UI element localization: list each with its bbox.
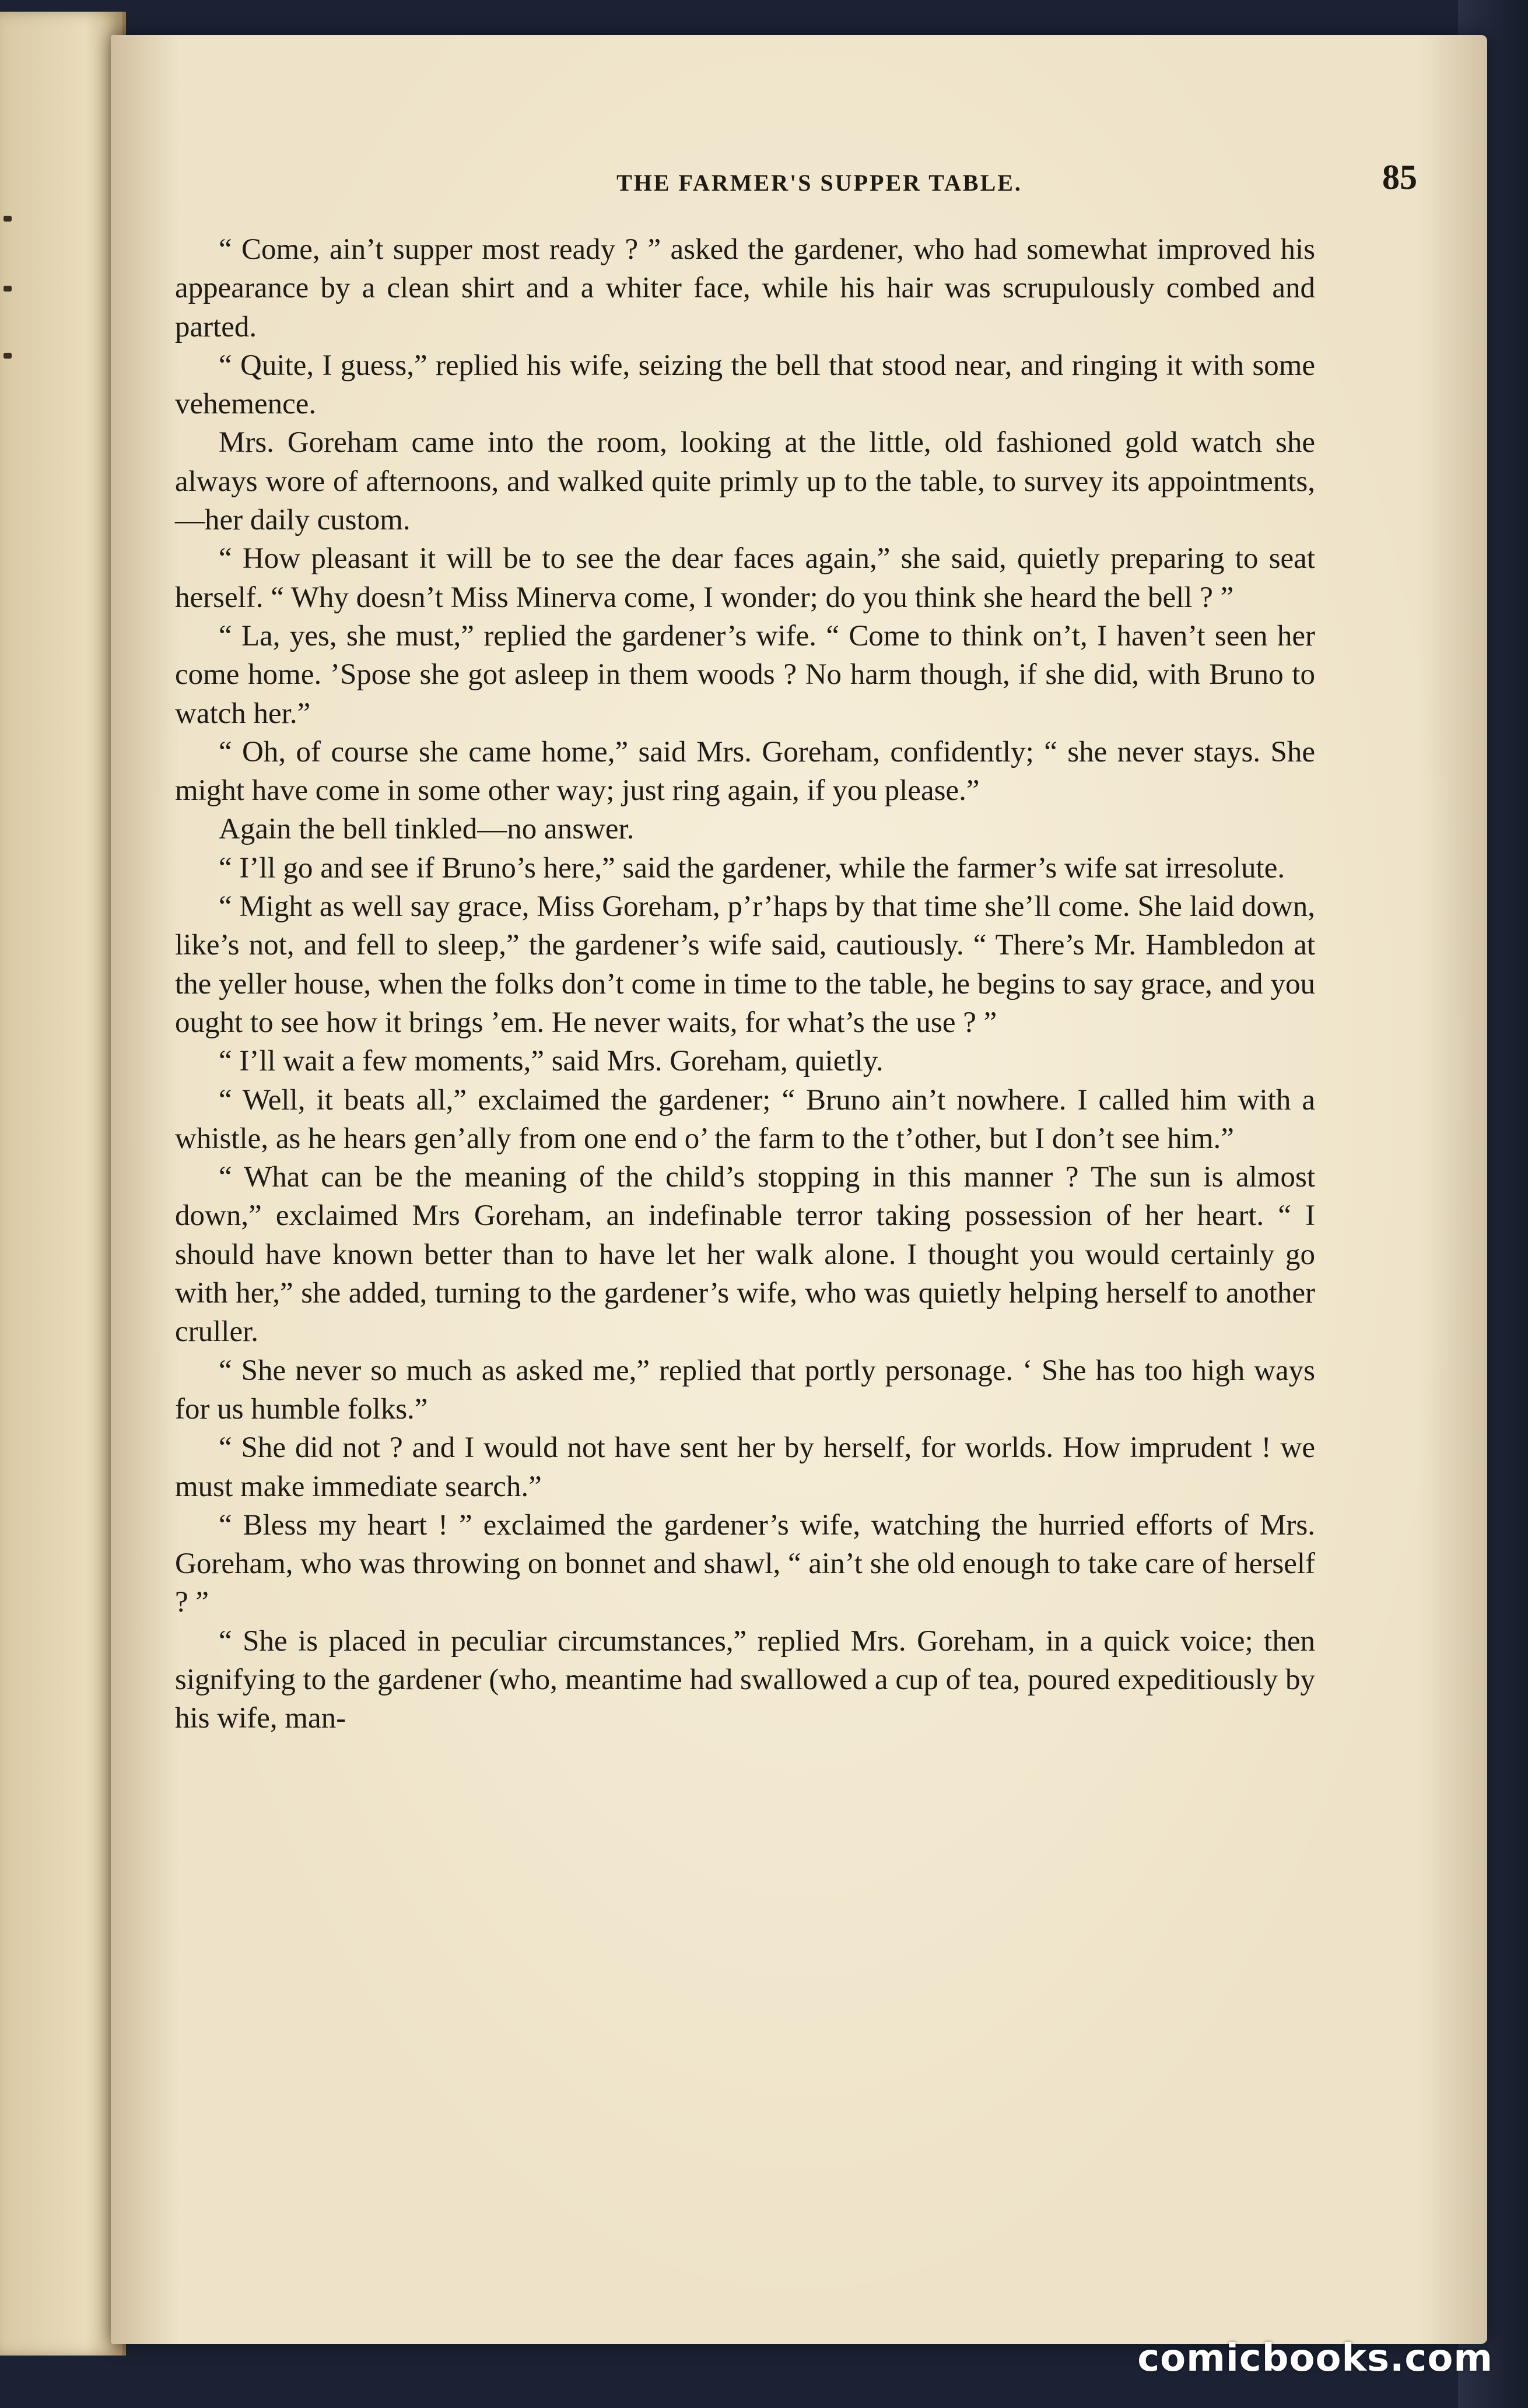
paragraph: Mrs. Goreham came into the room, looking at the little, old fashioned gold watch she always wore of afternoons, and walked quite primly up to the table, to survey its appointments,—her daily custom.: [175, 426, 1315, 537]
body-text: [175, 230, 1315, 1738]
paragraph: “ I’ll go and see if Bruno’s here,” said the gardener, while the farmer’s wife sat irresolute.: [219, 851, 1285, 884]
facing-page-mark: [3, 216, 12, 222]
paragraph: “ What can be the meaning of the child’s stopping in this manner ? The sun is almost down,” exclaimed Mrs Goreham, an indefinable terror taking possession of her heart. “ I should have known better than to have let her walk alone. I thought you would certainly go with her,” she added, turning to the gardener’s wife, who was quietly helping herself to another cruller.: [175, 1161, 1315, 1349]
watermark: comicbooks.com: [1137, 2337, 1493, 2380]
paragraph: “ Might as well say grace, Miss Goreham, p’r’haps by that time she’ll come. She laid down, like’s not, and fell to sleep,” the gardener’s wife said, cautiously. “ There’s Mr. Hambledon at the yeller house, when the folks don’t come in time to the table, he begins to say grace, and you ought to see how it brings ’em. He never waits, for what’s the use ? ”: [175, 890, 1315, 1039]
paragraph: “ Bless my heart ! ” exclaimed the gardener’s wife, watching the hurried efforts of Mrs. Goreham, who was throwing on bonnet and shawl, “ ain’t she old enough to take care of herself ? ”: [175, 1508, 1315, 1619]
page-number: 85: [1382, 158, 1417, 196]
paragraph: “ She never so much as asked me,” replied that portly personage. ‘ She has too high ways for us humble folks.”: [175, 1354, 1315, 1426]
paragraph: “ Oh, of course she came home,” said Mrs. Goreham, confidently; “ she never stays. She might have come in some other way; just ring again, if you please.”: [175, 735, 1315, 808]
facing-page-mark: [3, 286, 12, 292]
paragraph: “ How pleasant it will be to see the dear faces again,” she said, quietly preparing to seat herself. “ Why doesn’t Miss Minerva come, I wonder; do you think she heard the bell ? ”: [175, 542, 1315, 614]
paragraph: “ La, yes, she must,” replied the gardener’s wife. “ Come to think on’t, I haven’t seen her come home. ’Spose she got asleep in them woods ? No harm though, if she did, with Bruno to watch her.”: [175, 619, 1315, 730]
facing-page-edge: [0, 12, 126, 2356]
running-head: THE FARMER'S SUPPER TABLE.: [616, 170, 1022, 196]
paragraph: “ Quite, I guess,” replied his wife, seizing the bell that stood near, and ringing it with some vehemence.: [175, 349, 1315, 421]
paragraph: “ I’ll wait a few moments,” said Mrs. Goreham, quietly.: [219, 1045, 884, 1078]
paragraph: Again the bell tinkled—no answer.: [219, 813, 635, 846]
paragraph: “ Come, ain’t supper most ready ? ” asked the gardener, who had somewhat improved his appearance by a clean shirt and a whiter face, while his hair was scrupulously combed and parted.: [175, 233, 1315, 343]
paragraph: “ Well, it beats all,” exclaimed the gardener; “ Bruno ain’t nowhere. I called him with a whistle, as he hears gen’ally from one end o’ the farm to the t’other, but I don’t see him.”: [175, 1083, 1315, 1155]
paragraph: “ She is placed in peculiar circumstances,” replied Mrs. Goreham, in a quick voice; then signifying to the gardener (who, meantime had swallowed a cup of tea, poured expeditiously by his wife, man-: [175, 1624, 1315, 1735]
paragraph: “ She did not ? and I would not have sent her by herself, for worlds. How imprudent ! we must make immediate search.”: [175, 1431, 1315, 1503]
facing-page-mark: [3, 353, 12, 359]
page-header: [222, 157, 1417, 204]
